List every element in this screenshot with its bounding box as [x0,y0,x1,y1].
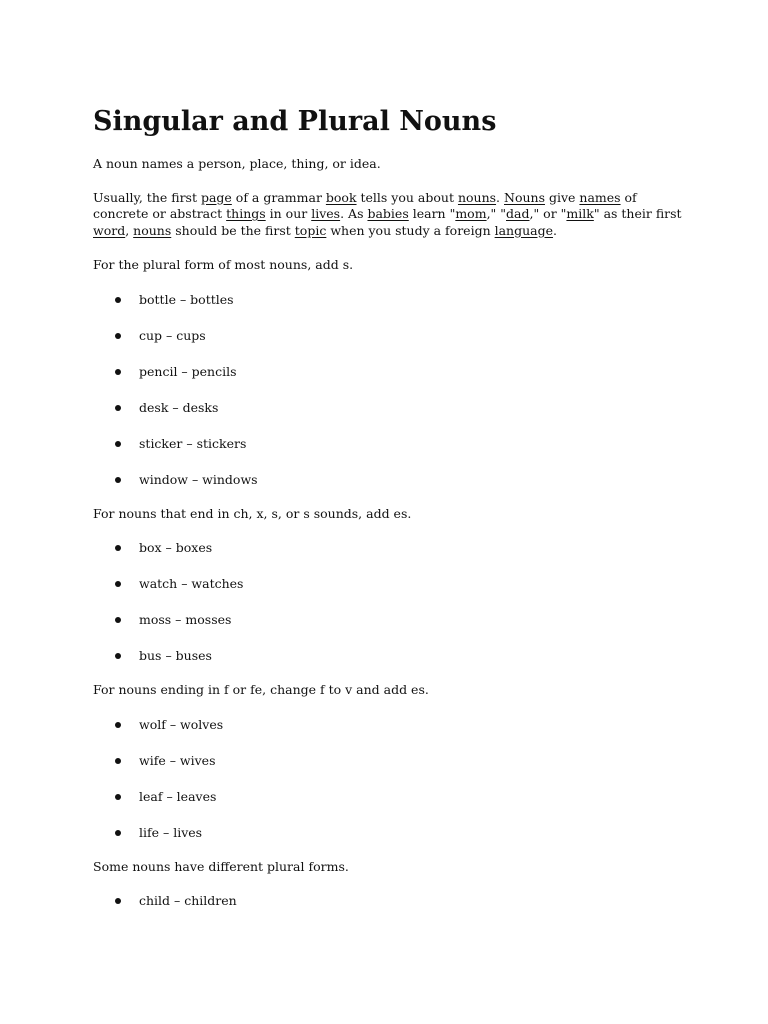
list-item-text: pencil – pencils [139,363,237,379]
text-run: when you study a foreign [326,222,495,238]
link-word[interactable]: word [93,222,126,238]
list-item-text: life – lives [139,824,203,840]
bullet-icon [115,898,121,904]
bullet-icon [115,477,121,483]
list-item-text: wolf – wolves [139,716,224,732]
section-heading: Some nouns have different plural forms. [93,858,349,874]
bullet-icon [115,722,121,728]
list-item-text: box – boxes [139,540,213,555]
text-run: tells you about [356,189,458,205]
list-item [93,472,693,488]
text-run: . [553,222,557,238]
bullet-list [93,717,693,841]
page-title: Singular and Plural Nouns [93,106,497,137]
link-book[interactable]: book [325,189,357,205]
section-heading: For nouns ending in f or fe, change f to v and add es. [93,682,429,697]
usually-paragraph [93,190,693,240]
document-page [93,104,693,909]
list-item-text: leaf – leaves [139,788,217,804]
list-item [93,612,693,628]
list-item [93,364,693,380]
bullet-list [93,540,693,664]
intro-paragraph: A noun names a person, place, thing, or idea. [93,156,381,171]
link-dad[interactable]: dad [506,206,530,221]
text-run: ," " [486,206,507,221]
bullet-icon [115,830,121,836]
list-item [93,893,693,909]
text-run: of concrete or abstract [93,189,637,221]
text-run: ," or " [529,206,567,221]
link-names[interactable]: names [579,189,621,205]
list-item-text: sticker – stickers [139,435,247,451]
list-item-text: moss – mosses [139,612,232,627]
link-nouns[interactable]: nouns [457,189,497,205]
bullet-icon [115,794,121,800]
list-item-text: cup – cups [139,327,206,343]
bullet-icon [115,441,121,447]
bullet-icon [115,581,121,587]
link-nouns-2[interactable]: nouns [133,222,172,238]
text-run: . As [340,206,368,221]
list-item [93,576,693,592]
text-run: should be the first [171,222,295,238]
list-item-text: wife – wives [139,752,216,768]
link-milk[interactable]: milk [566,206,594,221]
bullet-icon [115,545,121,551]
list-item [93,292,693,308]
list-item [93,328,693,344]
list-item [93,789,693,805]
link-language[interactable]: language [494,222,554,238]
link-babies[interactable]: babies [367,206,409,221]
link-page[interactable]: page [200,189,232,205]
list-item [93,717,693,733]
bullet-icon [115,758,121,764]
list-item-text: desk – desks [139,399,219,415]
link-things[interactable]: things [226,206,266,221]
bullet-icon [115,617,121,623]
list-item-text: bus – buses [139,648,212,663]
link-nouns-cap[interactable]: Nouns [504,189,545,205]
link-topic[interactable]: topic [294,222,327,238]
text-run: learn " [408,206,456,221]
text-run: of a grammar [231,189,326,205]
bullet-icon [115,369,121,375]
bullet-icon [115,297,121,303]
text-run: . [496,189,504,205]
bullet-list [93,893,693,909]
list-item-text: window – windows [139,471,258,487]
text-run: in our [265,206,312,221]
list-item-text: bottle – bottles [139,291,234,307]
section-heading: For the plural form of most nouns, add s. [93,257,354,272]
bullet-icon [115,333,121,339]
list-item [93,400,693,416]
bullet-list [93,292,693,488]
text-run: " as their first [593,206,682,221]
bullet-icon [115,653,121,659]
section-heading: For nouns that end in ch, x, s, or s sounds, add es. [93,505,412,521]
list-item [93,825,693,841]
list-item [93,436,693,452]
link-lives[interactable]: lives [311,206,341,221]
link-mom[interactable]: mom [455,206,487,221]
list-item-text: watch – watches [139,576,244,591]
text-run: Usually, the first [93,189,201,205]
list-item [93,648,693,664]
text-run: , [125,222,134,238]
list-item-text: child – children [139,893,237,908]
bullet-icon [115,405,121,411]
list-item [93,540,693,556]
text-run: give [544,189,580,205]
list-item [93,753,693,769]
